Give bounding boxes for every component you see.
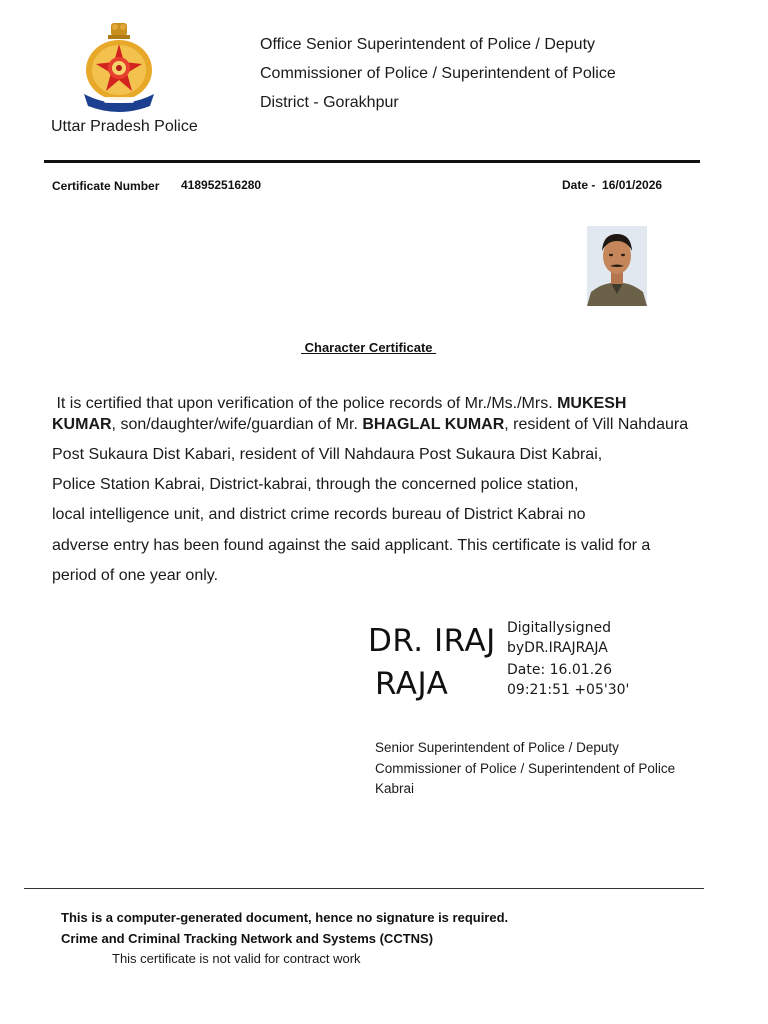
body-line-3: Post Sukaura Dist Kabari, resident of Vill Nahdaura Post Sukaura Dist Kabrai, [52, 446, 603, 463]
footer-validity-note: This certificate is not valid for contract work [112, 951, 361, 966]
signatory-name-line2: RAJA [375, 666, 449, 702]
designation-line: Kabrai [375, 781, 415, 796]
certificate-number-value: 418952516280 [181, 178, 262, 192]
header-divider [44, 160, 700, 163]
date-value: 16/01/2026 [602, 178, 663, 192]
body-line-2: KUMAR, son/daughter/wife/guardian of Mr. BHAGLAL KUMAR, resident of Vill Nahdaura [52, 416, 689, 433]
designation-line: Commissioner of Police / Superintendent of Police [375, 760, 676, 776]
date-label: Date - [562, 178, 596, 192]
body-line-6: adverse entry has been found against the said applicant. This certificate is valid for a [52, 537, 651, 554]
up-police-emblem [78, 20, 160, 112]
office-line: Office Senior Superintendent of Police / Deputy [260, 36, 596, 53]
certificate-date [562, 178, 662, 192]
department-name: Uttar Pradesh Police [51, 118, 198, 135]
body-line-7: period of one year only. [52, 567, 219, 584]
office-address [260, 30, 616, 117]
signatory-name-line1: DR. IRAJ [368, 623, 496, 659]
guardian-name: BHAGLAL KUMAR [362, 416, 505, 433]
digital-signature-date: Date: 16.01.26 [507, 662, 612, 678]
certificate-number-label: Certificate Number [52, 179, 160, 193]
office-line: Commissioner of Police / Superintendent of Police [260, 65, 616, 82]
footer-notice: This is a computer-generated document, hence no signature is required. [61, 910, 509, 925]
footer-system-name: Crime and Criminal Tracking Network and Systems (CCTNS) [61, 931, 434, 946]
body-line-4: Police Station Kabrai, District-kabrai, through the concerned police station, [52, 476, 579, 493]
body-line-5: local intelligence unit, and district crime records bureau of District Kabrai no [52, 506, 586, 523]
digital-signature-time: 09:21:51 +05'30' [507, 682, 630, 698]
designation-line: Senior Superintendent of Police / Deputy [375, 740, 619, 755]
applicant-name-part2: KUMAR [52, 416, 112, 433]
digital-signature-text: byDR.IRAJRAJA [507, 640, 608, 656]
body-line-1: It is certified that upon verification of the police records of Mr./Ms./Mrs. MUKESH [56, 395, 627, 412]
applicant-photo [587, 226, 647, 306]
signatory-designation [375, 738, 675, 800]
footer-divider [24, 888, 704, 889]
digital-signature-text: Digitallysigned [507, 620, 612, 636]
applicant-name-part1: MUKESH [557, 395, 627, 412]
certificate-title: Character Certificate [304, 340, 433, 355]
office-line: District - Gorakhpur [260, 94, 399, 111]
